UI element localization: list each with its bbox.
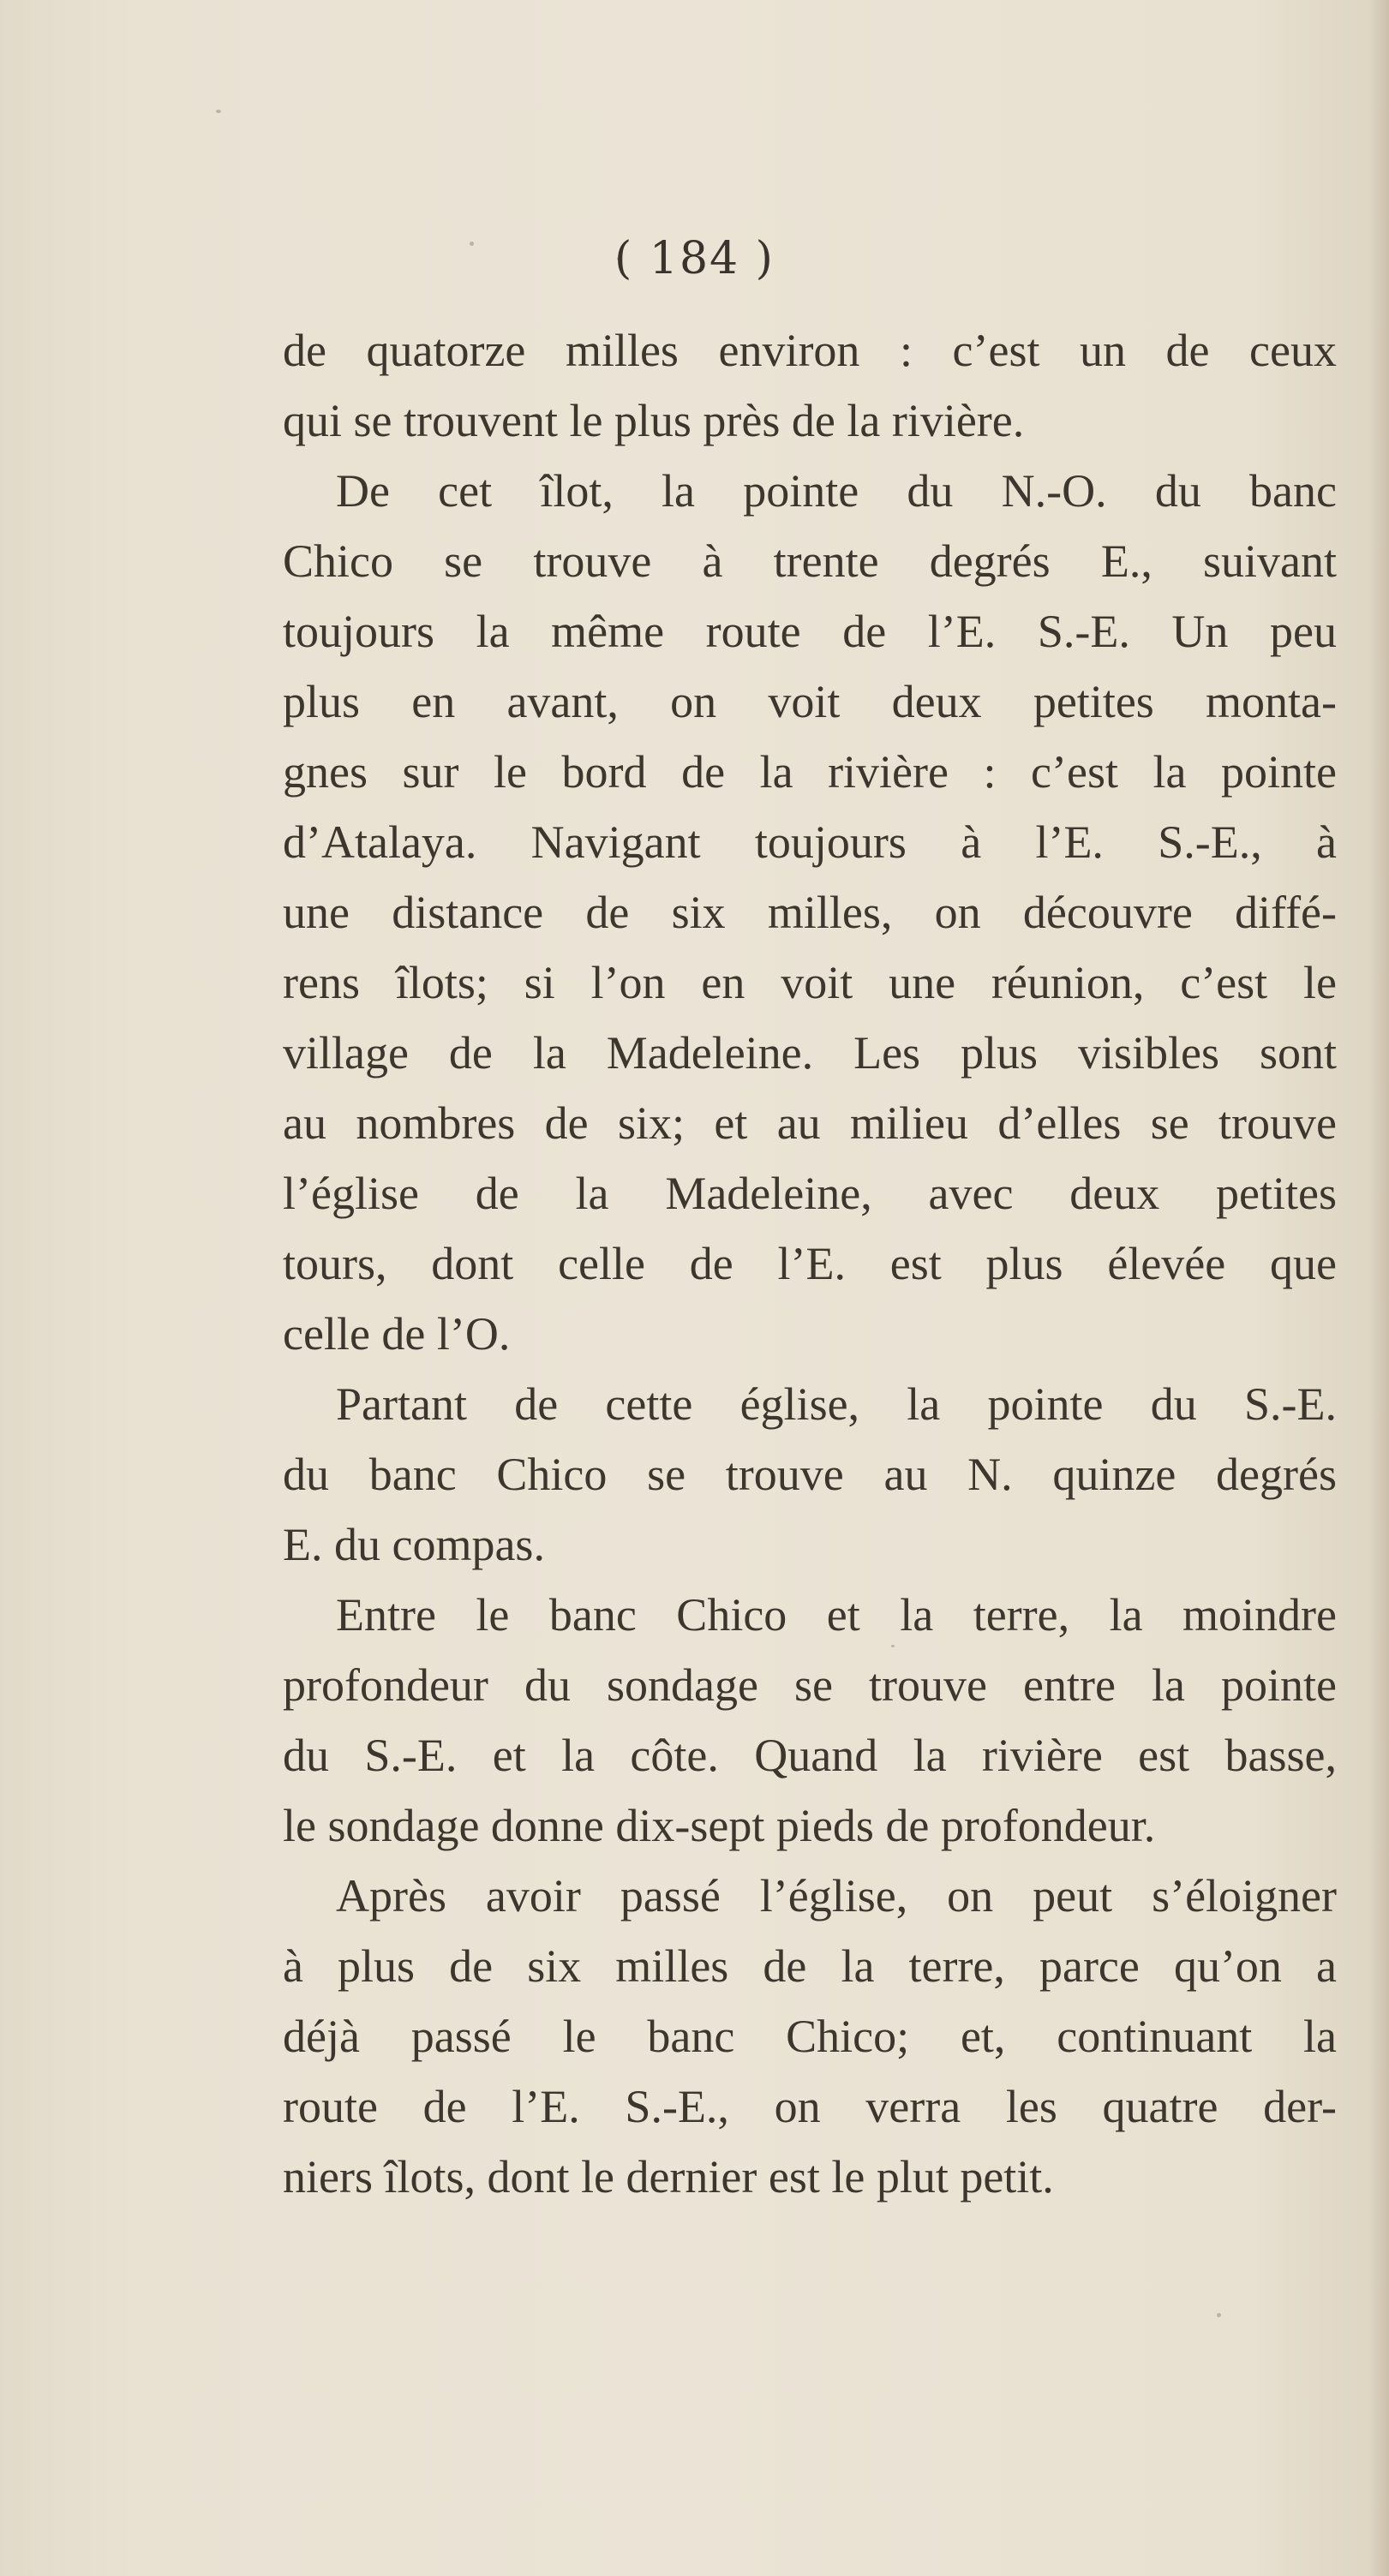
text-line: à plus de six milles de la terre, parce qu’on a xyxy=(283,1940,1337,1992)
text-line: l’église de la Madeleine, avec deux petites xyxy=(283,1168,1337,1219)
text-line: qui se trouvent le plus près de la rivière. xyxy=(283,395,1025,446)
text-line: niers îlots, dont le dernier est le plut petit. xyxy=(283,2151,1054,2202)
text-line: Entre le banc Chico et la terre, la moindre xyxy=(336,1589,1337,1641)
text-line: E. du compas. xyxy=(283,1519,545,1570)
paper-speck xyxy=(216,110,221,113)
text-line: Chico se trouve à trente degrés E., suivant xyxy=(283,535,1337,587)
text-line: déjà passé le banc Chico; et, continuant la xyxy=(283,2011,1337,2062)
text-line: d’Atalaya. Navigant toujours à l’E. S.-E., à xyxy=(283,816,1337,868)
page-edge-shadow xyxy=(1368,0,1389,2576)
text-line: Partant de cette église, la pointe du S.-E. xyxy=(336,1378,1337,1430)
text-line: route de l’E. S.-E., on verra les quatre der- xyxy=(283,2081,1337,2132)
page-number: ( 184 ) xyxy=(614,233,775,284)
text-line: de quatorze milles environ : c’est un de ceux xyxy=(283,325,1337,376)
text-line: Après avoir passé l’église, on peut s’éloigner xyxy=(336,1870,1337,1922)
text-line: village de la Madeleine. Les plus visibles sont xyxy=(283,1027,1337,1079)
text-line: du S.-E. et la côte. Quand la rivière est basse, xyxy=(283,1730,1337,1781)
paper-speck xyxy=(1217,2313,1221,2317)
text-line: gnes sur le bord de la rivière : c’est la pointe xyxy=(283,746,1337,798)
text-line: tours, dont celle de l’E. est plus élevée que xyxy=(283,1238,1337,1289)
text-line: celle de l’O. xyxy=(283,1308,511,1360)
text-line: profondeur du sondage se trouve entre la pointe xyxy=(283,1659,1337,1711)
text-line: le sondage donne dix-sept pieds de profondeur. xyxy=(283,1800,1156,1851)
text-line: au nombres de six; et au milieu d’elles se trouve xyxy=(283,1097,1337,1149)
text-line: plus en avant, on voit deux petites monta- xyxy=(283,676,1337,727)
text-line: du banc Chico se trouve au N. quinze degrés xyxy=(283,1449,1337,1500)
text-line: toujours la même route de l’E. S.-E. Un peu xyxy=(283,606,1337,657)
text-line: rens îlots; si l’on en voit une réunion, c’est le xyxy=(283,957,1337,1008)
text-line: une distance de six milles, on découvre diffé- xyxy=(283,887,1337,938)
body-text xyxy=(283,315,1337,2212)
text-line: De cet îlot, la pointe du N.-O. du banc xyxy=(336,465,1337,517)
